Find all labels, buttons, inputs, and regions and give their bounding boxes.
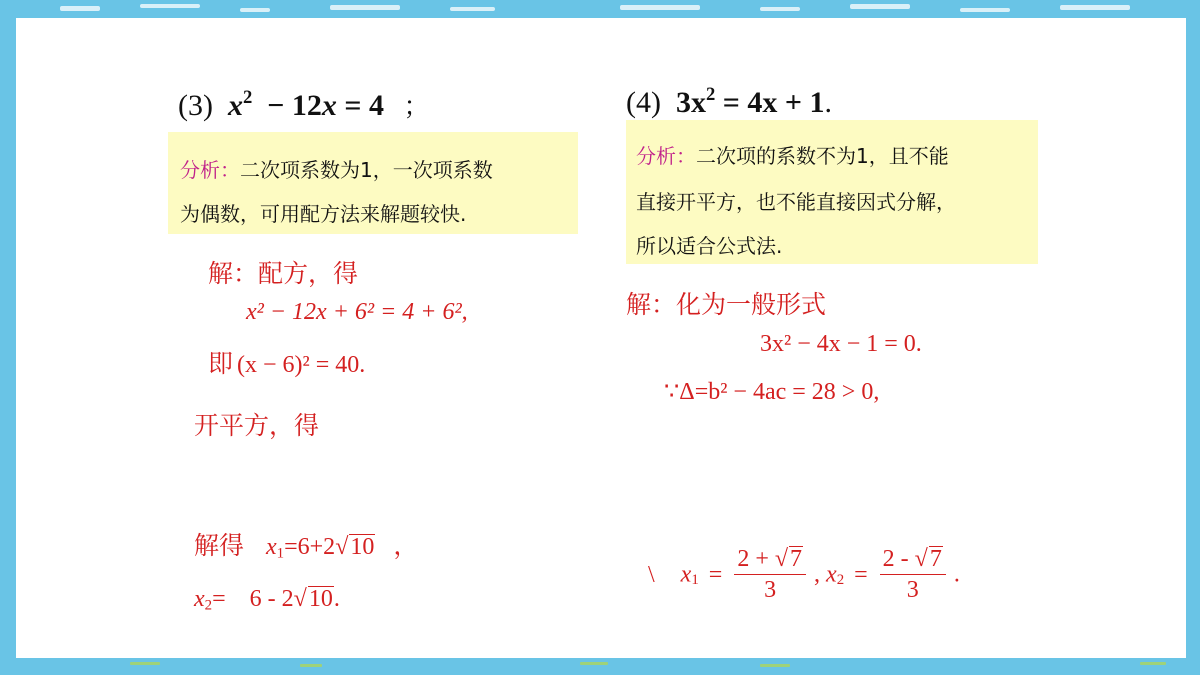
problem4-equation2: ∵Δ=b² − 4ac = 28 > 0, [664,379,880,405]
problem4-x2-sub: 2 [836,572,845,589]
problem3-eq-mid: − 12 [267,89,322,122]
problem4-analysis-label: 分析： [636,144,696,168]
problem3-analysis-text1: 二次项系数为1，一次项系数 [240,158,493,182]
problem4-heading [626,83,832,120]
problem4-frac2-den: 3 [906,577,919,603]
problem3-eq-var2: x [321,89,337,122]
problem3-analysis-label: 分析： [180,158,240,182]
problem4-frac1-radicand: 7 [790,546,803,572]
problem4-frac2-radicand: 7 [929,546,942,572]
problem3-x1-var: x [266,534,277,560]
problem4-eq-rhs: = 4x + 1 [715,86,825,119]
problem3-step2-label: 即 [208,349,234,378]
problem3-x1-comma: ， [393,531,419,560]
problem4-comma: , [814,561,821,588]
problem4-eq-dot: . [824,86,832,119]
problem3-step3: 开平方，得 [194,411,320,440]
problem3-x2-var: x [194,586,205,612]
problem4-x1-sub: 1 [691,572,699,589]
sqrt-icon: √ [774,546,789,572]
problem3-analysis-box [168,132,578,234]
problem3-x2-dot: . [333,586,340,612]
problem3-eq-exp: 2 [242,86,253,108]
problem3-eq-rhs: = 4 [336,89,384,122]
problem4-fraction1 [734,546,806,604]
problem4-analysis-line2: 直接开平方，也不能直接因式分解， [636,190,956,214]
problem3-step2 [208,344,365,380]
problem4-frac2-num: 2 - [882,546,915,572]
sqrt-icon: √ [914,546,928,572]
problem3-heading [178,86,430,123]
problem3-eq-var: x [227,89,243,122]
problem3-result-label: 解得 [194,531,245,560]
problem4-analysis-line1 [636,140,949,169]
problem4-step1: 解：化为一般形式 [626,290,827,319]
problem3-x2-sub: 2 [204,597,213,614]
problem3-x2-eq: = [212,586,226,612]
problem3-analysis-line2: 为偶数，可用配方法来解题较快. [180,202,467,226]
problem3-number: (3) [178,89,213,122]
problem3-x2-rhs: 6 - 2 [249,586,294,612]
problem3-equation1: x² − 12x + 6² = 4 + 6², [246,299,468,325]
problem4-x2-eq: = [854,561,868,588]
problem3-equation2: (x − 6)² = 40. [237,352,366,378]
problem4-eq-exp: 2 [705,83,716,105]
problem4-eq-lhs: 3x [675,86,706,119]
problem4-x1-eq: = [708,561,723,588]
sqrt-icon: √ [293,586,307,612]
sqrt-icon: √ [335,534,349,560]
problem4-x2-var: x [826,561,837,588]
problem4-fraction2 [880,546,946,604]
problem4-result [648,546,960,622]
problem3-analysis-line1 [180,154,493,183]
problem4-final-dot: . [953,561,960,588]
problem3-x1-sub: 1 [276,545,285,562]
problem4-frac1-num: 2 + [737,546,775,572]
problem4-equation1: 3x² − 4x − 1 = 0. [760,331,922,357]
problem3-x2-radicand: 10 [308,586,333,612]
problem4-therefore: \ [648,561,655,588]
problem3-x1-rhs: =6+2 [284,534,336,560]
problem4-analysis-box [626,120,1038,264]
problem4-number: (4) [626,86,661,119]
problem3-step1: 解：配方，得 [208,259,359,288]
problem4-frac1-den: 3 [764,577,777,603]
problem4-x1-var: x [680,561,692,588]
problem3-semicolon: ； [403,92,430,122]
problem3-result-x2 [194,586,340,613]
problem3-result-x1 [194,526,418,562]
problem4-analysis-text1: 二次项的系数不为1，且不能 [696,144,949,168]
problem3-x1-radicand: 10 [350,534,375,560]
problem4-analysis-line3: 所以适合公式法. [636,234,783,258]
